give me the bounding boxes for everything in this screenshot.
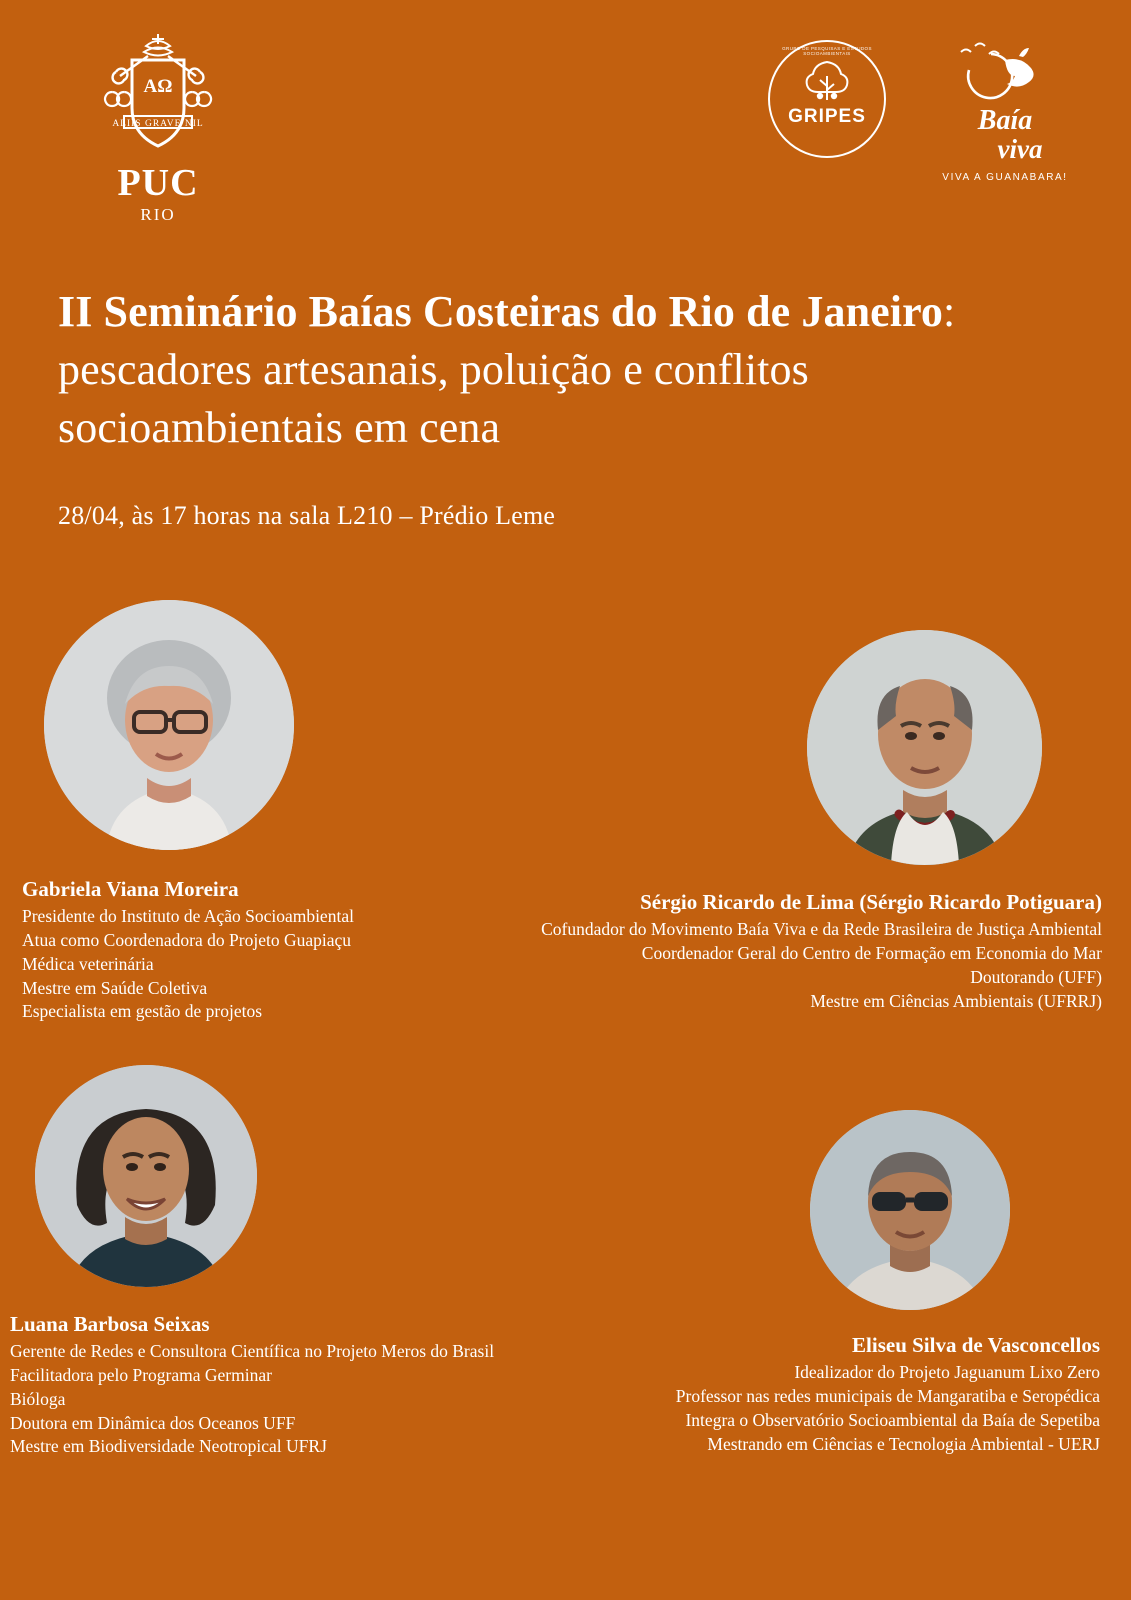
avatar: [44, 600, 294, 850]
svg-text:ALIIS GRAVE NIL: ALIIS GRAVE NIL: [112, 119, 204, 129]
speaker-name: Gabriela Viana Moreira: [22, 877, 239, 901]
baia-viva-logo: [930, 40, 1080, 183]
speaker-detail: Bióloga: [10, 1388, 66, 1409]
speaker-info: [462, 889, 1102, 1013]
title-block: [58, 283, 1068, 531]
baia-viva-line2: viva: [997, 133, 1043, 164]
puc-logo-sub: RIO: [140, 205, 176, 224]
speaker-detail: Facilitadora pelo Programa Germinar: [10, 1365, 272, 1386]
svg-text:AΩ: AΩ: [143, 76, 173, 97]
speaker-card-eliseu-silva-de-vasconcellos: [480, 1110, 1100, 1456]
speaker-card-sergio-ricardo-de-lima: [462, 630, 1102, 1013]
avatar: [35, 1065, 257, 1287]
poster-header: [0, 0, 1131, 260]
speaker-detail: Atua como Coordenadora do Projeto Guapiaçu: [22, 930, 352, 951]
speaker-detail: Doutora em Dinâmica dos Oceanos UFF: [10, 1412, 296, 1433]
speaker-detail: Mestre em Ciências Ambientais (UFRRJ): [810, 990, 1102, 1011]
speaker-name: Luana Barbosa Seixas: [10, 1312, 210, 1336]
page-title: [58, 283, 1068, 457]
avatar: [810, 1110, 1010, 1310]
gripes-label: GRIPES: [788, 106, 866, 127]
speaker-detail: Mestre em Saúde Coletiva: [22, 977, 208, 998]
baia-viva-tagline: VIVA A GUANABARA!: [942, 172, 1068, 184]
title-rest: : pescadores artesanais, poluição e conflitos socioambientais em cena: [58, 287, 956, 453]
speaker-detail: Integra o Observatório Socioambiental da Baía de Sepetiba: [685, 1409, 1100, 1430]
dolphin-icon: [930, 40, 1080, 106]
speaker-detail: Presidente do Instituto de Ação Socioambiental: [22, 906, 354, 927]
speaker-name: Eliseu Silva de Vasconcellos: [852, 1333, 1100, 1357]
gripes-logo: [768, 40, 886, 158]
gripes-ring-text: GRUPO DE PESQUISAS E ESTUDOS SOCIOAMBIENTAIS: [782, 46, 872, 56]
speaker-detail: Professor nas redes municipais de Mangaratiba e Seropédica: [675, 1386, 1100, 1407]
speaker-name: Sérgio Ricardo de Lima (Sérgio Ricardo Potiguara): [640, 890, 1102, 914]
baia-viva-line1: Baía: [977, 105, 1033, 136]
speaker-detail: Especialista em gestão de projetos: [22, 1001, 263, 1022]
speaker-detail: Doutorando (UFF): [970, 966, 1102, 987]
speaker-detail: Cofundador do Movimento Baía Viva e da Rede Brasileira de Justiça Ambiental: [541, 919, 1102, 940]
speaker-detail: Gerente de Redes e Consultora Científica no Projeto Meros do Brasil: [10, 1341, 495, 1362]
speaker-detail: Idealizador do Projeto Jaguanum Lixo Zero: [794, 1362, 1100, 1383]
speaker-detail: Mestrando em Ciências e Tecnologia Ambiental - UERJ: [707, 1433, 1100, 1454]
puc-logo-name: PUC: [117, 162, 199, 204]
speaker-detail: Mestre em Biodiversidade Neotropical UFRJ: [10, 1436, 327, 1457]
speaker-info: [480, 1332, 1100, 1456]
speaker-detail: Coordenador Geral do Centro de Formação em Economia do Mar: [641, 943, 1102, 964]
speaker-detail: Médica veterinária: [22, 953, 154, 974]
avatar: [807, 630, 1042, 865]
puc-shield-icon: [98, 30, 218, 158]
title-strong: II Seminário Baías Costeiras do Rio de Janeiro: [58, 287, 944, 336]
tree-icon: [799, 56, 855, 111]
puc-rio-logo: [58, 30, 258, 225]
event-datetime-location: 28/04, às 17 horas na sala L210 – Prédio Leme: [58, 501, 556, 531]
